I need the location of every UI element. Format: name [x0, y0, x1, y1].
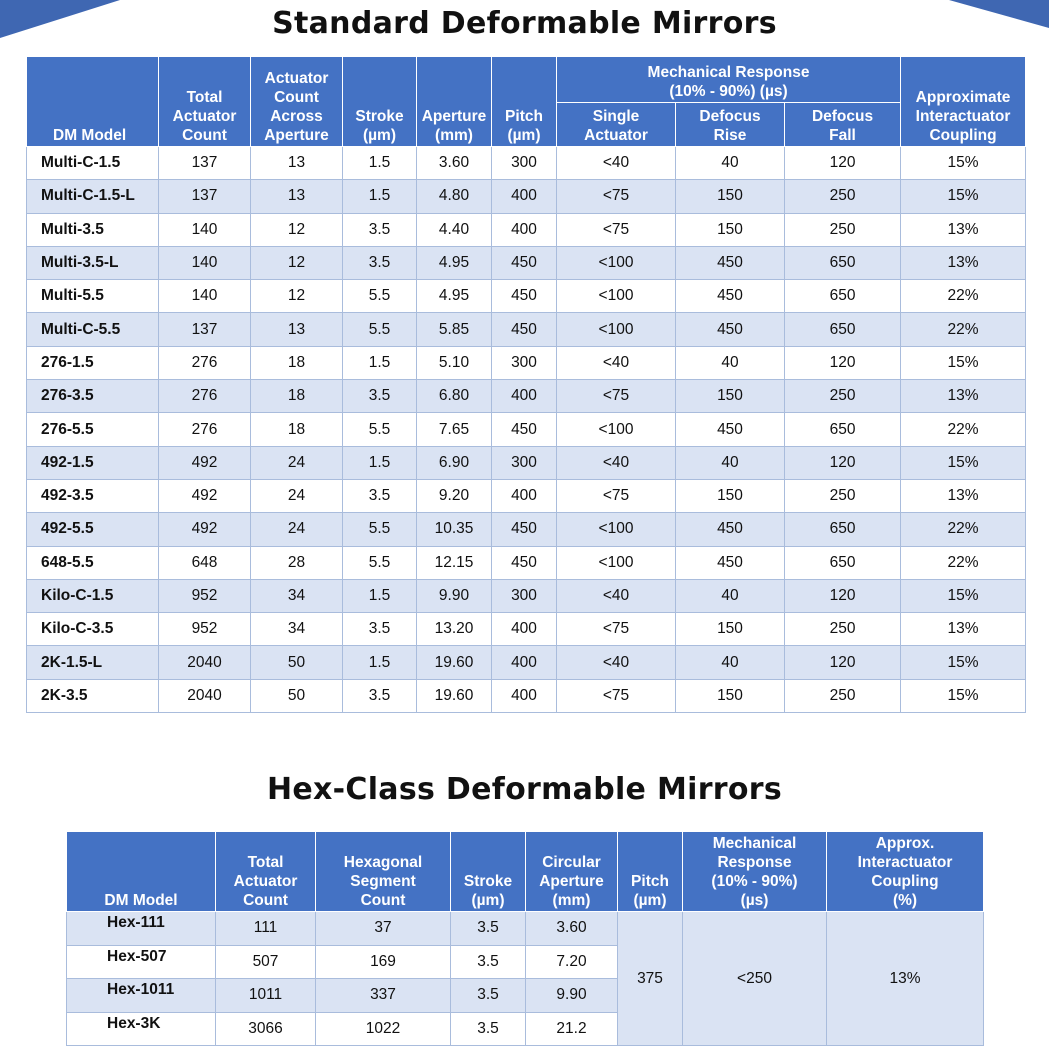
table-row: [27, 613, 1026, 646]
cell-pitch: 400: [492, 646, 557, 679]
cell-aperture: 12.15: [417, 546, 492, 579]
hex-header-interactuator-coupling: [827, 832, 984, 912]
cell-defocus-fall: 650: [785, 313, 901, 346]
table-row: [27, 280, 1026, 313]
header-line: Actuator: [584, 127, 648, 144]
cell-total-actuators: 2040: [159, 679, 251, 712]
header-line: Defocus: [811, 108, 874, 125]
cell-defocus-rise: 450: [676, 546, 785, 579]
cell-aperture: 4.80: [417, 180, 492, 213]
cell-actuators-across: 13: [251, 147, 343, 180]
header-defocus-fall: [785, 103, 901, 147]
cell-actuators-across: 12: [251, 213, 343, 246]
table-row: [27, 513, 1026, 546]
cell-dm-model: Multi-C-5.5: [27, 313, 159, 346]
header-line: Response: [717, 854, 792, 871]
cell-total-actuators: 137: [159, 147, 251, 180]
cell-dm-model: Hex-111: [67, 912, 216, 946]
header-line: Circular: [542, 854, 601, 871]
cell-actuators-across: 28: [251, 546, 343, 579]
header-line: Actuator: [264, 70, 329, 87]
cell-coupling: 15%: [901, 679, 1026, 712]
table-row: [27, 246, 1026, 279]
cell-defocus-rise: 40: [676, 646, 785, 679]
cell-actuators-across: 50: [251, 679, 343, 712]
cell-aperture: 21.2: [526, 1012, 618, 1046]
header-line: Pitch: [631, 873, 669, 890]
header-single-actuator: [557, 103, 676, 147]
cell-defocus-fall: 250: [785, 679, 901, 712]
cell-stroke: 1.5: [343, 346, 417, 379]
cell-single-actuator: <100: [557, 546, 676, 579]
cell-single-actuator: <40: [557, 579, 676, 612]
cell-actuators-across: 24: [251, 513, 343, 546]
table-row: [27, 346, 1026, 379]
cell-defocus-fall: 120: [785, 147, 901, 180]
cell-stroke: 3.5: [343, 613, 417, 646]
cell-aperture: 19.60: [417, 646, 492, 679]
cell-defocus-rise: 40: [676, 579, 785, 612]
cell-coupling: 13%: [901, 246, 1026, 279]
cell-segment-count: 169: [316, 945, 451, 979]
cell-coupling: 13%: [901, 380, 1026, 413]
cell-stroke: 3.5: [451, 912, 526, 946]
cell-dm-model: Multi-C-1.5: [27, 147, 159, 180]
header-line: Approx.: [875, 835, 935, 852]
header-line: Aperture: [539, 873, 604, 890]
header-line: Aperture: [421, 108, 487, 125]
cell-dm-model: 276-3.5: [27, 380, 159, 413]
cell-defocus-fall: 120: [785, 346, 901, 379]
cell-aperture: 19.60: [417, 679, 492, 712]
cell-coupling: 22%: [901, 546, 1026, 579]
cell-total-actuators: 952: [159, 579, 251, 612]
cell-defocus-fall: 120: [785, 446, 901, 479]
cell-aperture: 6.80: [417, 380, 492, 413]
cell-dm-model: 276-1.5: [27, 346, 159, 379]
cell-coupling: 15%: [901, 446, 1026, 479]
header-line: Interactuator: [857, 854, 953, 871]
cell-pitch: 450: [492, 513, 557, 546]
cell-pitch: 300: [492, 579, 557, 612]
cell-defocus-fall: 250: [785, 213, 901, 246]
cell-stroke: 3.5: [343, 679, 417, 712]
cell-total-actuators: 952: [159, 613, 251, 646]
table-row: [27, 579, 1026, 612]
header-line: Total: [247, 854, 284, 871]
cell-coupling: 15%: [901, 646, 1026, 679]
cell-coupling: 22%: [901, 280, 1026, 313]
cell-segment-count: 37: [316, 912, 451, 946]
cell-coupling: 15%: [901, 346, 1026, 379]
cell-defocus-rise: 450: [676, 280, 785, 313]
cell-single-actuator: <40: [557, 446, 676, 479]
cell-actuators-across: 18: [251, 380, 343, 413]
header-line: Rise: [713, 127, 747, 144]
cell-defocus-fall: 650: [785, 546, 901, 579]
cell-actuators-across: 12: [251, 280, 343, 313]
cell-actuators-across: 13: [251, 180, 343, 213]
cell-coupling: 13%: [901, 213, 1026, 246]
cell-dm-model: Multi-5.5: [27, 280, 159, 313]
header-line: Interactuator: [915, 108, 1011, 125]
header-actuator-count-across: [251, 57, 343, 147]
cell-defocus-rise: 150: [676, 479, 785, 512]
cell-defocus-rise: 150: [676, 679, 785, 712]
header-line: Mechanical: [712, 835, 797, 852]
header-pitch: [492, 57, 557, 147]
cell-total-actuators: 276: [159, 413, 251, 446]
cell-single-actuator: <40: [557, 346, 676, 379]
cell-dm-model: 2K-3.5: [27, 679, 159, 712]
cell-pitch: 300: [492, 446, 557, 479]
standard-table-body: [27, 147, 1026, 713]
cell-coupling: 13%: [901, 613, 1026, 646]
cell-aperture: 3.60: [417, 147, 492, 180]
cell-single-actuator: <100: [557, 313, 676, 346]
cell-defocus-rise: 40: [676, 346, 785, 379]
cell-stroke: 3.5: [343, 479, 417, 512]
cell-actuators-across: 18: [251, 413, 343, 446]
table-row: [27, 479, 1026, 512]
hex-table-body: [67, 912, 984, 1046]
header-line: Segment: [350, 873, 416, 890]
header-line: Stroke: [463, 873, 513, 890]
header-line: Count: [243, 892, 288, 909]
cell-single-actuator: <100: [557, 246, 676, 279]
cell-aperture: 6.90: [417, 446, 492, 479]
cell-stroke: 3.5: [343, 213, 417, 246]
hex-header-mechanical-response: [683, 832, 827, 912]
cell-pitch: 450: [492, 413, 557, 446]
cell-stroke: 5.5: [343, 513, 417, 546]
cell-dm-model: Hex-3K: [67, 1012, 216, 1046]
cell-actuators-across: 18: [251, 346, 343, 379]
header-line: (µm): [362, 127, 397, 144]
cell-defocus-fall: 120: [785, 579, 901, 612]
cell-stroke: 3.5: [451, 945, 526, 979]
cell-total-actuators: 492: [159, 479, 251, 512]
cell-pitch: 300: [492, 147, 557, 180]
cell-aperture: 9.90: [526, 979, 618, 1013]
cell-single-actuator: <100: [557, 413, 676, 446]
cell-dm-model: 648-5.5: [27, 546, 159, 579]
cell-actuators-across: 50: [251, 646, 343, 679]
cell-coupling: 13%: [901, 479, 1026, 512]
cell-segment-count: 1022: [316, 1012, 451, 1046]
header-line: Mechanical Response: [647, 64, 810, 81]
cell-aperture: 5.10: [417, 346, 492, 379]
header-line: (10% - 90%) (µs): [669, 83, 788, 100]
cell-defocus-fall: 250: [785, 180, 901, 213]
cell-mech-response-shared: <250: [683, 912, 827, 1046]
cell-defocus-fall: 250: [785, 479, 901, 512]
cell-single-actuator: <75: [557, 479, 676, 512]
header-line: (mm): [552, 892, 591, 909]
header-line: (µs): [740, 892, 769, 909]
table-row: [67, 912, 984, 946]
cell-actuators-across: 12: [251, 246, 343, 279]
cell-defocus-rise: 150: [676, 213, 785, 246]
header-line: Fall: [829, 127, 856, 144]
cell-pitch: 450: [492, 546, 557, 579]
cell-dm-model: Multi-3.5: [27, 213, 159, 246]
cell-pitch: 450: [492, 313, 557, 346]
cell-single-actuator: <40: [557, 147, 676, 180]
table-row: [27, 213, 1026, 246]
table-row: [27, 413, 1026, 446]
cell-stroke: 3.5: [451, 1012, 526, 1046]
cell-total-actuators: 1011: [216, 979, 316, 1013]
cell-defocus-fall: 650: [785, 413, 901, 446]
cell-total-actuators: 492: [159, 446, 251, 479]
cell-dm-model: Hex-1011: [67, 979, 216, 1013]
table-row: [27, 147, 1026, 180]
cell-pitch: 400: [492, 679, 557, 712]
cell-single-actuator: <75: [557, 613, 676, 646]
cell-stroke: 5.5: [343, 546, 417, 579]
cell-dm-model: 492-5.5: [27, 513, 159, 546]
header-interactuator-coupling: [901, 57, 1026, 147]
cell-aperture: 7.65: [417, 413, 492, 446]
cell-aperture: 13.20: [417, 613, 492, 646]
cell-total-actuators: 111: [216, 912, 316, 946]
cell-defocus-rise: 450: [676, 313, 785, 346]
cell-aperture: 3.60: [526, 912, 618, 946]
header-line: (µm): [507, 127, 541, 144]
cell-total-actuators: 276: [159, 380, 251, 413]
table-row: [27, 546, 1026, 579]
header-stroke: [343, 57, 417, 147]
cell-pitch: 400: [492, 180, 557, 213]
cell-coupling: 15%: [901, 579, 1026, 612]
cell-coupling-shared: 13%: [827, 912, 984, 1046]
cell-aperture: 9.90: [417, 579, 492, 612]
cell-coupling: 15%: [901, 147, 1026, 180]
cell-single-actuator: <75: [557, 679, 676, 712]
cell-single-actuator: <100: [557, 513, 676, 546]
cell-actuators-across: 34: [251, 579, 343, 612]
cell-pitch: 400: [492, 213, 557, 246]
cell-total-actuators: 140: [159, 280, 251, 313]
hex-table-title: Hex-Class Deformable Mirrors: [266, 772, 783, 807]
cell-pitch: 400: [492, 479, 557, 512]
cell-stroke: 5.5: [343, 313, 417, 346]
table-row: [27, 313, 1026, 346]
table-row: [27, 646, 1026, 679]
cell-total-actuators: 140: [159, 246, 251, 279]
cell-stroke: 3.5: [451, 979, 526, 1013]
cell-defocus-rise: 40: [676, 147, 785, 180]
header-line: Count: [274, 89, 319, 106]
cell-defocus-rise: 40: [676, 446, 785, 479]
cell-actuators-across: 24: [251, 479, 343, 512]
cell-dm-model: Multi-C-1.5-L: [27, 180, 159, 213]
header-line: (mm): [435, 127, 473, 144]
cell-aperture: 7.20: [526, 945, 618, 979]
cell-actuators-across: 13: [251, 313, 343, 346]
cell-coupling: 15%: [901, 180, 1026, 213]
hex-mirrors-table: [66, 831, 984, 1046]
cell-aperture: 10.35: [417, 513, 492, 546]
table-row: [27, 679, 1026, 712]
header-dm-model: DM Model: [27, 57, 159, 147]
cell-stroke: 1.5: [343, 180, 417, 213]
cell-aperture: 4.95: [417, 246, 492, 279]
header-line: Aperture: [264, 127, 329, 144]
cell-dm-model: Hex-507: [67, 945, 216, 979]
header-mechanical-response: [557, 57, 901, 103]
header-line: Pitch: [505, 108, 543, 125]
cell-stroke: 1.5: [343, 646, 417, 679]
cell-pitch: 400: [492, 613, 557, 646]
header-line: Coupling: [929, 127, 997, 144]
standard-table-title: Standard Deformable Mirrors: [272, 6, 777, 41]
header-line: (%): [892, 892, 918, 909]
cell-stroke: 1.5: [343, 446, 417, 479]
cell-total-actuators: 648: [159, 546, 251, 579]
header-line: Total: [186, 89, 223, 106]
cell-defocus-fall: 650: [785, 246, 901, 279]
cell-total-actuators: 137: [159, 313, 251, 346]
cell-stroke: 1.5: [343, 147, 417, 180]
cell-defocus-fall: 650: [785, 280, 901, 313]
cell-aperture: 9.20: [417, 479, 492, 512]
header-line: Defocus: [699, 108, 761, 125]
hex-header-segment-count: [316, 832, 451, 912]
cell-total-actuators: 507: [216, 945, 316, 979]
cell-coupling: 22%: [901, 313, 1026, 346]
cell-aperture: 4.40: [417, 213, 492, 246]
header-line: Count: [360, 892, 406, 909]
header-line: Hexagonal: [343, 854, 423, 871]
cell-defocus-fall: 250: [785, 380, 901, 413]
cell-single-actuator: <75: [557, 213, 676, 246]
cell-pitch: 300: [492, 346, 557, 379]
cell-defocus-rise: 150: [676, 180, 785, 213]
cell-segment-count: 337: [316, 979, 451, 1013]
hex-header-dm-model: DM Model: [67, 832, 216, 912]
cell-defocus-fall: 250: [785, 613, 901, 646]
cell-single-actuator: <100: [557, 280, 676, 313]
cell-dm-model: 2K-1.5-L: [27, 646, 159, 679]
header-line: Across: [270, 108, 323, 125]
table-row: [27, 180, 1026, 213]
header-line: (10% - 90%): [711, 873, 798, 890]
cell-stroke: 5.5: [343, 413, 417, 446]
hex-header-stroke: [451, 832, 526, 912]
cell-single-actuator: <40: [557, 646, 676, 679]
cell-stroke: 3.5: [343, 380, 417, 413]
cell-defocus-rise: 450: [676, 246, 785, 279]
cell-defocus-rise: 450: [676, 513, 785, 546]
cell-actuators-across: 34: [251, 613, 343, 646]
cell-dm-model: Multi-3.5-L: [27, 246, 159, 279]
header-total-actuator-count: [159, 57, 251, 147]
cell-dm-model: 492-1.5: [27, 446, 159, 479]
cell-coupling: 22%: [901, 413, 1026, 446]
header-line: (µm): [633, 892, 667, 909]
header-line: Count: [182, 127, 227, 144]
cell-aperture: 4.95: [417, 280, 492, 313]
cell-total-actuators: 3066: [216, 1012, 316, 1046]
cell-actuators-across: 24: [251, 446, 343, 479]
hex-header-total-actuator-count: [216, 832, 316, 912]
cell-aperture: 5.85: [417, 313, 492, 346]
cell-dm-model: Kilo-C-1.5: [27, 579, 159, 612]
cell-single-actuator: <75: [557, 180, 676, 213]
header-line: Stroke: [355, 108, 404, 125]
header-line: Actuator: [172, 108, 237, 125]
hex-header-pitch: [618, 832, 683, 912]
cell-dm-model: Kilo-C-3.5: [27, 613, 159, 646]
table-row: [27, 380, 1026, 413]
cell-pitch: 400: [492, 380, 557, 413]
cell-total-actuators: 2040: [159, 646, 251, 679]
cell-pitch: 450: [492, 246, 557, 279]
header-line: Approximate: [915, 89, 1011, 106]
table-row: [27, 446, 1026, 479]
hex-header-circular-aperture: [526, 832, 618, 912]
cell-stroke: 3.5: [343, 246, 417, 279]
cell-defocus-fall: 650: [785, 513, 901, 546]
cell-coupling: 22%: [901, 513, 1026, 546]
standard-mirrors-table: [26, 56, 1026, 713]
cell-defocus-rise: 150: [676, 380, 785, 413]
header-line: Actuator: [233, 873, 298, 890]
cell-defocus-fall: 120: [785, 646, 901, 679]
cell-total-actuators: 140: [159, 213, 251, 246]
cell-total-actuators: 276: [159, 346, 251, 379]
cell-stroke: 5.5: [343, 280, 417, 313]
cell-total-actuators: 492: [159, 513, 251, 546]
cell-stroke: 1.5: [343, 579, 417, 612]
cell-dm-model: 276-5.5: [27, 413, 159, 446]
cell-total-actuators: 137: [159, 180, 251, 213]
cell-defocus-rise: 150: [676, 613, 785, 646]
cell-pitch: 450: [492, 280, 557, 313]
cell-dm-model: 492-3.5: [27, 479, 159, 512]
header-aperture: [417, 57, 492, 147]
cell-single-actuator: <75: [557, 380, 676, 413]
cell-pitch-shared: 375: [618, 912, 683, 1046]
cell-defocus-rise: 450: [676, 413, 785, 446]
header-line: Coupling: [871, 873, 939, 890]
header-line: Single: [592, 108, 640, 125]
header-line: (µm): [471, 892, 505, 909]
header-defocus-rise: [676, 103, 785, 147]
